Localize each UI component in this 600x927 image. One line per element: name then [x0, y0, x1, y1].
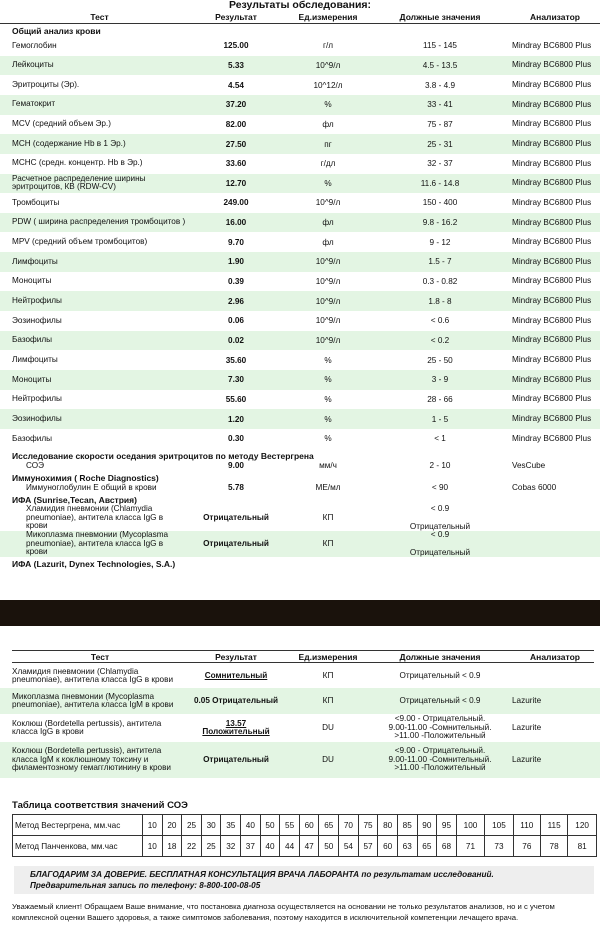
cbc-result: 249.00 — [223, 198, 249, 208]
cbc-row — [0, 331, 600, 351]
esr-panchenkov-value: 71 — [456, 836, 484, 857]
cbc-norm: 1.8 - 8 — [428, 296, 452, 306]
cbc-test: Нейтрофилы — [12, 295, 62, 305]
esr-westergren-value: 70 — [339, 815, 359, 836]
cbc-analyzer: Mindray BC6800 Plus — [512, 138, 592, 148]
p2-norm-2-c: >11.00 -Положительный — [394, 731, 486, 741]
cbc-unit: г/л — [322, 41, 334, 51]
ifa1-norm-1 — [372, 531, 508, 557]
cbc-row — [0, 350, 600, 370]
cbc-norm: 4.5 - 13.5 — [422, 60, 458, 70]
cbc-test: Эритроциты (Эр). — [12, 79, 80, 89]
cbc-analyzer: Mindray BC6800 Plus — [512, 256, 592, 266]
cbc-test: MCH (содержание Hb в 1 Эр.) — [12, 138, 126, 148]
section-esr: Исследование скорости оседания эритроцитов по методу Вестергрена — [12, 451, 314, 461]
cbc-test: Моноциты — [12, 374, 52, 384]
esr-panchenkov-value: 76 — [513, 836, 540, 857]
cbc-test: Нейтрофилы — [12, 394, 62, 404]
cbc-test: Расчетное распределение ширины эритроцитов, КВ (RDW-CV) — [12, 173, 146, 192]
cbc-test: Лейкоциты — [12, 60, 54, 70]
cbc-result: 1.20 — [228, 414, 244, 424]
p2-row-2 — [0, 714, 600, 742]
p2-unit-2: DU — [322, 722, 334, 732]
cbc-norm: 1 - 5 — [431, 414, 449, 424]
header2-analyzer: Анализатор — [530, 652, 580, 662]
esr-row — [0, 460, 600, 472]
esr-panchenkov-value: 50 — [319, 836, 339, 857]
cbc-analyzer: Mindray BC6800 Plus — [512, 79, 592, 89]
header-analyzer: Анализатор — [530, 12, 580, 22]
ifa1-norm-0-value: < 0.9 — [430, 504, 450, 513]
disclaimer: Уважаемый клиент! Обращаем Ваше внимание, что постановка диагноза осуществляется на основании не только результатов анализов, но и с учетом комплексной оценки Вашего здоровья, а также симптомов заболевания, поэтому находится в исключительной компетенции лечащего врача. — [12, 902, 555, 922]
cbc-analyzer: Mindray BC6800 Plus — [512, 40, 592, 50]
cbc-norm: < 0.6 — [430, 316, 450, 326]
cbc-test: PDW ( ширина распределения тромбоцитов ) — [12, 217, 186, 227]
p2-norm-3 — [372, 742, 508, 778]
p2-unit-0: КП — [322, 670, 334, 680]
esr-panchenkov-value: 37 — [241, 836, 261, 857]
cbc-row — [0, 56, 600, 76]
header-unit: Ед.измерения — [298, 12, 358, 22]
esr-westergren-value: 115 — [540, 815, 567, 836]
esr-westergren-value: 100 — [456, 815, 484, 836]
ifa1-result-0: Отрицательный — [203, 512, 269, 522]
esr-panchenkov-value: 78 — [540, 836, 567, 857]
cbc-row — [0, 174, 600, 194]
cbc-row — [0, 429, 600, 449]
header-test: Тест — [90, 12, 109, 22]
cbc-result: 5.33 — [228, 60, 244, 70]
esr-panchenkov-row — [13, 836, 597, 857]
cbc-row — [0, 36, 600, 56]
cbc-analyzer: Mindray BC6800 Plus — [512, 158, 592, 168]
cbc-norm: 28 - 66 — [427, 394, 453, 404]
cbc-result: 9.70 — [228, 237, 244, 247]
p2-norm-2-b: 9.00-11.00 -Сомнительный. — [388, 722, 492, 732]
cbc-result: 2.96 — [228, 296, 244, 306]
esr-westergren-value: 110 — [513, 815, 540, 836]
page-separator-band — [0, 600, 600, 626]
cbc-analyzer: Mindray BC6800 Plus — [512, 178, 592, 188]
cbc-norm: 25 - 50 — [427, 355, 453, 365]
cbc-row — [0, 75, 600, 95]
cbc-unit: 10^9/л — [315, 316, 341, 326]
cbc-analyzer: Mindray BC6800 Plus — [512, 99, 592, 109]
cbc-unit: пг — [324, 139, 332, 149]
cbc-row — [0, 291, 600, 311]
p2-norm-1: Отрицательный < 0.9 — [399, 695, 481, 705]
ifa1-result-1: Отрицательный — [203, 538, 269, 548]
immuno-result: 5.78 — [228, 482, 244, 492]
report-page-2 — [0, 626, 600, 927]
cbc-unit: % — [324, 394, 332, 404]
cbc-result: 27.50 — [225, 139, 247, 149]
table-header — [0, 11, 600, 24]
cbc-result: 1.90 — [228, 257, 244, 267]
esr-panchenkov-value: 57 — [358, 836, 378, 857]
esr-panchenkov-value: 18 — [162, 836, 182, 857]
cbc-result: 0.02 — [228, 336, 244, 346]
ifa1-row-0 — [0, 505, 600, 531]
cbc-result: 4.54 — [228, 80, 244, 90]
cbc-unit: % — [324, 100, 332, 110]
esr-westergren-value: 90 — [417, 815, 437, 836]
cbc-norm: 3 - 9 — [431, 375, 449, 385]
cbc-unit: фл — [322, 237, 334, 247]
section-cbc: Общий анализ крови — [12, 26, 101, 36]
cbc-result: 37.20 — [225, 100, 247, 110]
esr-panchenkov-value: 60 — [378, 836, 398, 857]
header2-result: Результат — [215, 652, 257, 662]
esr-westergren-row — [13, 815, 597, 836]
section-immuno: Иммунохимия ( Roche Diagnostics) — [12, 473, 159, 483]
cbc-analyzer: Mindray BC6800 Plus — [512, 374, 592, 384]
cbc-row — [0, 390, 600, 410]
cbc-test: MPV (средний объем тромбоцитов) — [12, 237, 148, 246]
cbc-unit: 10^9/л — [315, 277, 341, 287]
esr-westergren-value: 50 — [260, 815, 280, 836]
esr-panchenkov-value: 10 — [143, 836, 163, 857]
section-ifa-sunrise: ИФА (Sunrise,Tecan, Австрия) — [12, 495, 137, 505]
cbc-unit: 10^9/л — [315, 336, 341, 346]
cbc-analyzer: Mindray BC6800 Plus — [512, 335, 592, 345]
cbc-test: MCV (средний объем Эр.) — [12, 119, 111, 129]
esr-westergren-value: 65 — [319, 815, 339, 836]
cbc-norm: 33 - 41 — [427, 100, 453, 110]
p2-result-0: Сомнительный — [204, 670, 268, 680]
ifa1-unit-0: КП — [322, 512, 334, 522]
cbc-unit: г/дл — [320, 159, 336, 169]
esr-westergren-value: 35 — [221, 815, 241, 836]
cbc-row — [0, 370, 600, 390]
cbc-analyzer: Mindray BC6800 Plus — [512, 414, 592, 424]
cbc-test: Эозинофилы — [12, 413, 62, 423]
cbc-norm: 150 - 400 — [422, 198, 458, 208]
cbc-unit: 10^9/л — [315, 60, 341, 70]
cbc-norm: 9 - 12 — [429, 237, 451, 247]
section-ifa-lazurit: ИФА (Lazurit, Dynex Technologies, S.A.) — [12, 559, 176, 569]
thanks-line-2: Предварительная запись по телефону: 8-800-100-08-05 — [30, 881, 261, 890]
immuno-analyzer: Cobas 6000 — [512, 482, 557, 492]
esr-norm: 2 - 10 — [429, 460, 451, 470]
p2-norm-3-b: 9.00-11.00 -Сомнительный. — [388, 754, 492, 764]
p2-result-1: 0.05 Отрицательный — [193, 695, 279, 705]
cbc-result: 12.70 — [225, 178, 247, 188]
p2-analyzer-0 — [512, 664, 598, 688]
esr-westergren-value: 60 — [299, 815, 319, 836]
ifa1-norm-0 — [372, 505, 508, 531]
esr-table-title: Таблица соответствия значений СОЭ — [12, 800, 188, 811]
ifa1-norm-1-text: Отрицательный — [409, 547, 471, 557]
cbc-norm: 11.6 - 14.8 — [420, 178, 460, 188]
ifa1-row-1 — [0, 531, 600, 557]
cbc-analyzer: Mindray BC6800 Plus — [512, 433, 592, 443]
cbc-analyzer: Mindray BC6800 Plus — [512, 394, 592, 404]
cbc-norm: 1.5 - 7 — [428, 257, 452, 267]
esr-panchenkov-value: 47 — [299, 836, 319, 857]
cbc-norm: < 0.2 — [430, 336, 450, 346]
esr-westergren-value: 105 — [485, 815, 513, 836]
p2-analyzer-1: Lazurite — [512, 695, 542, 705]
cbc-row — [0, 115, 600, 135]
cbc-test: Тромбоциты — [12, 197, 60, 207]
esr-panchenkov-label: Метод Панченкова, мм.час — [13, 836, 143, 857]
cbc-result: 35.60 — [225, 355, 247, 365]
p2-norm-2-a: <9.00 - Отрицательный. — [394, 714, 486, 724]
immuno-test: Иммуноглобулин Е общий в крови — [26, 482, 157, 492]
cbc-norm: 75 - 87 — [427, 119, 453, 129]
cbc-test: Лимфоциты — [12, 354, 58, 364]
cbc-row — [0, 409, 600, 429]
thanks-box — [14, 866, 594, 894]
thanks-line-1: БЛАГОДАРИМ ЗА ДОВЕРИЕ. БЕСПЛАТНАЯ КОНСУЛЬТАЦИЯ ВРАЧА ЛАБОРАНТА по результатам исследований. — [30, 870, 494, 879]
cbc-analyzer: Mindray BC6800 Plus — [512, 276, 592, 286]
cbc-row — [0, 154, 600, 174]
cbc-unit: фл — [322, 119, 334, 129]
cbc-result: 55.60 — [225, 394, 247, 404]
cbc-analyzer: Mindray BC6800 Plus — [512, 355, 592, 365]
immuno-row — [0, 482, 600, 494]
cbc-analyzer: Mindray BC6800 Plus — [512, 119, 592, 129]
esr-conversion-table — [12, 814, 597, 857]
p2-unit-3: DU — [322, 754, 334, 764]
esr-panchenkov-value: 68 — [437, 836, 457, 857]
cbc-unit: % — [324, 355, 332, 365]
cbc-analyzer: Mindray BC6800 Plus — [512, 315, 592, 325]
cbc-analyzer: Mindray BC6800 Plus — [512, 296, 592, 306]
esr-panchenkov-value: 25 — [201, 836, 221, 857]
cbc-analyzer: Mindray BC6800 Plus — [512, 60, 592, 70]
cbc-row — [0, 233, 600, 253]
cbc-test: Гематокрит — [12, 99, 56, 109]
cbc-row — [0, 272, 600, 292]
cbc-unit: 10^12/л — [313, 80, 343, 90]
ifa1-unit-1: КП — [322, 538, 334, 548]
esr-panchenkov-value: 73 — [485, 836, 513, 857]
cbc-analyzer: Mindray BC6800 Plus — [512, 237, 592, 247]
esr-westergren-label: Метод Вестергрена, мм.час — [13, 815, 143, 836]
cbc-norm: < 1 — [434, 434, 446, 444]
header2-unit: Ед.измерения — [298, 652, 358, 662]
cbc-norm: 0.3 - 0.82 — [422, 277, 458, 287]
p2-result-2-value: 13.57 — [225, 718, 247, 728]
p2-norm-0: Отрицательный < 0.9 — [399, 670, 481, 680]
esr-westergren-value: 80 — [378, 815, 398, 836]
header2-norm: Должные значения — [399, 652, 481, 662]
p2-norm-2 — [372, 714, 508, 742]
ifa1-norm-1-value: < 0.9 — [430, 530, 450, 539]
p2-result-3: Отрицательный — [203, 754, 269, 764]
esr-westergren-value: 95 — [437, 815, 457, 836]
p2-test-0: Хламидия пневмонии (Chlamydia pneumoniae), антитела класса IgG в крови — [12, 666, 174, 684]
cbc-row — [0, 252, 600, 272]
p2-test-3: Коклюш (Bordetella pertussis), антитела класса IgM к коклюшному токсину и филаментозному гемагглютинину в крови — [12, 746, 171, 773]
cbc-test: Эозинофилы — [12, 315, 62, 325]
cbc-result: 82.00 — [225, 119, 247, 129]
esr-westergren-value: 55 — [280, 815, 300, 836]
table-header-2 — [12, 650, 594, 663]
cbc-row — [0, 95, 600, 115]
p2-analyzer-3: Lazurite — [512, 754, 542, 764]
esr-westergren-value: 10 — [143, 815, 163, 836]
esr-panchenkov-value: 32 — [221, 836, 241, 857]
cbc-unit: 10^9/л — [315, 257, 341, 267]
esr-westergren-value: 75 — [358, 815, 378, 836]
cbc-unit: % — [324, 434, 332, 444]
ifa1-test-0: Хламидия пневмонии (Chlamydia pneumoniae), антитела класса IgG в крови — [26, 504, 164, 531]
esr-panchenkov-value: 22 — [182, 836, 202, 857]
cbc-row — [0, 311, 600, 331]
header-result: Результат — [215, 12, 257, 22]
p2-test-1: Микоплазма пневмонии (Mycoplasma pneumoniae), антитела класса IgM в крови — [12, 691, 174, 709]
header2-test: Тест — [90, 652, 110, 662]
esr-unit: мм/ч — [319, 460, 337, 470]
cbc-unit: % — [324, 375, 332, 385]
esr-analyzer: VesCube — [512, 460, 546, 470]
cbc-test: Моноциты — [12, 276, 52, 286]
p2-norm-3-a: <9.00 - Отрицательный. — [394, 746, 486, 756]
cbc-norm: 32 - 37 — [427, 159, 453, 169]
cbc-result: 16.00 — [225, 218, 247, 228]
esr-westergren-value: 120 — [568, 815, 597, 836]
report-title: Результаты обследования: — [228, 0, 372, 11]
cbc-row — [0, 193, 600, 213]
p2-analyzer-2: Lazurite — [512, 722, 542, 732]
immuno-norm: < 90 — [431, 482, 449, 492]
cbc-unit: % — [324, 414, 332, 424]
cbc-test: Гемоглобин — [12, 40, 57, 50]
p2-row-1 — [0, 688, 600, 714]
cbc-row — [0, 213, 600, 233]
esr-westergren-value: 85 — [397, 815, 417, 836]
cbc-analyzer: Mindray BC6800 Plus — [512, 197, 592, 207]
esr-panchenkov-value: 44 — [280, 836, 300, 857]
immuno-unit: МЕ/мл — [315, 482, 341, 492]
p2-norm-3-c: >11.00 -Положительный — [394, 763, 486, 773]
cbc-test: Лимфоциты — [12, 256, 58, 266]
p2-result-2-text: Положительный — [202, 727, 270, 736]
cbc-result: 125.00 — [223, 41, 249, 51]
cbc-norm: 115 - 145 — [423, 41, 457, 51]
cbc-test: Базофилы — [12, 433, 53, 443]
cbc-unit: % — [324, 178, 332, 188]
ifa1-norm-0-text: Отрицательный — [409, 521, 471, 531]
esr-panchenkov-value: 65 — [417, 836, 437, 857]
p2-row-3 — [0, 742, 600, 778]
cbc-unit: 10^9/л — [315, 198, 341, 208]
cbc-row — [0, 134, 600, 154]
header-norm: Должные значения — [399, 12, 481, 22]
esr-panchenkov-value: 54 — [339, 836, 359, 857]
cbc-unit: 10^9/л — [315, 296, 341, 306]
p2-test-2: Коклюш (Bordetella pertussis), антитела класса IgG в крови — [12, 718, 162, 736]
p2-result-2 — [188, 714, 284, 742]
esr-westergren-value: 30 — [201, 815, 221, 836]
cbc-result: 0.39 — [228, 277, 244, 287]
ifa1-test-1: Микоплазма пневмонии (Mycoplasma pneumoniae), антитела класса IgG в крови — [26, 530, 169, 557]
cbc-result: 33.60 — [225, 159, 247, 169]
cbc-norm: 9.8 - 16.2 — [422, 218, 458, 228]
cbc-result: 7.30 — [228, 375, 244, 385]
esr-test: СОЭ — [26, 460, 44, 470]
cbc-analyzer: Mindray BC6800 Plus — [512, 217, 592, 227]
esr-panchenkov-value: 40 — [260, 836, 280, 857]
p2-unit-1: КП — [322, 695, 334, 705]
cbc-norm: 3.8 - 4.9 — [424, 80, 456, 90]
cbc-norm: 25 - 31 — [427, 139, 453, 149]
esr-westergren-value: 20 — [162, 815, 182, 836]
esr-westergren-value: 40 — [241, 815, 261, 836]
cbc-result: 0.30 — [228, 434, 244, 444]
esr-result: 9.00 — [228, 460, 244, 470]
cbc-result: 0.06 — [228, 316, 244, 326]
esr-panchenkov-value: 81 — [568, 836, 597, 857]
p2-row-0 — [0, 664, 600, 688]
cbc-test: MCHC (средн. концентр. Hb в Эр.) — [12, 158, 143, 168]
esr-panchenkov-value: 63 — [397, 836, 417, 857]
cbc-test: Базофилы — [12, 335, 53, 345]
esr-westergren-value: 25 — [182, 815, 202, 836]
cbc-unit: фл — [322, 218, 334, 228]
